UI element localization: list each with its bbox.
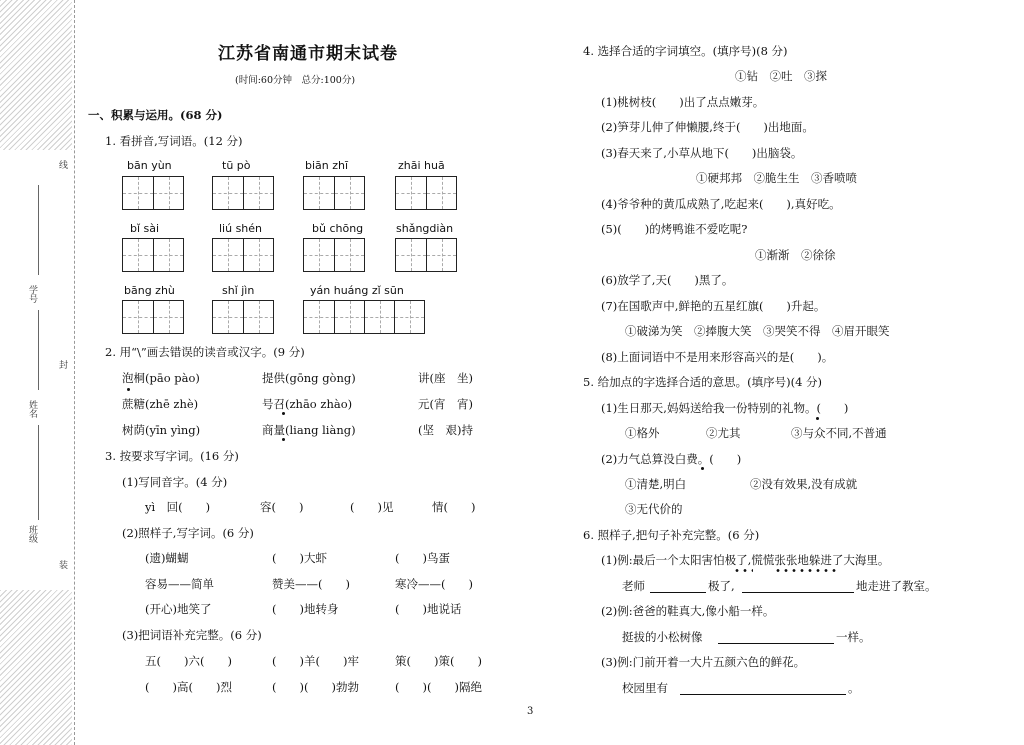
writing-grid[interactable] bbox=[212, 176, 274, 210]
pinyin-label: shǐ jìn bbox=[222, 284, 255, 297]
emphasis-dot bbox=[127, 388, 130, 391]
q3-example: (开心)地笑了 bbox=[145, 602, 212, 616]
q2-item[interactable]: 商量(liang liàng) bbox=[262, 423, 356, 437]
q3-part2: (2)照样子,写字词。(6 分) bbox=[122, 526, 254, 540]
q3-blank-item[interactable]: 情( ) bbox=[432, 500, 476, 514]
q4-options: ①渐渐 ②徐徐 bbox=[755, 248, 836, 262]
q3-blank-item[interactable]: ( )地转身 bbox=[272, 602, 339, 616]
q4-item[interactable]: (2)笋芽儿伸了伸懒腰,终于( )出地面。 bbox=[601, 120, 814, 134]
q4-heading: 4. 选择合适的字词填空。(填序号)(8 分) bbox=[583, 44, 788, 58]
writing-grid[interactable] bbox=[303, 238, 365, 272]
q3-blank-item[interactable]: ( )大虾 bbox=[272, 551, 327, 565]
q2-item[interactable]: 树荫(yīn yìng) bbox=[122, 423, 201, 437]
q5-option: ③与众不同,不普通 bbox=[791, 426, 887, 440]
q2-item[interactable]: 元(宵 宵) bbox=[418, 397, 473, 411]
cut-line bbox=[74, 0, 75, 745]
q5-option: ③无代价的 bbox=[625, 502, 683, 516]
pinyin-label: liú shén bbox=[219, 222, 263, 235]
field-student-id: 学号 bbox=[27, 285, 37, 303]
hatch-top bbox=[0, 0, 72, 150]
q3-blank-item[interactable]: 五( )六( ) bbox=[145, 654, 232, 668]
q5-option: ①清楚,明白 bbox=[625, 477, 687, 491]
emphasis-dot bbox=[816, 417, 819, 420]
q2-item[interactable]: 泡桐(pāo pào) bbox=[122, 371, 200, 385]
q3-part1: (1)写同音字。(4 分) bbox=[122, 475, 228, 489]
seal-bind-mark: 装 bbox=[57, 560, 67, 569]
q4-options: ①破涕为笑 ②捧腹大笑 ③哭笑不得 ④眉开眼笑 bbox=[625, 324, 890, 338]
q4-item[interactable]: (4)爷爷种的黄瓜成熟了,吃起来( ),真好吃。 bbox=[601, 197, 841, 211]
q6-example: (1)例:最后一个太阳害怕极了,慌慌张张地躲进了大海里。 bbox=[601, 553, 890, 567]
writing-grid[interactable] bbox=[212, 238, 274, 272]
q3-blank-item[interactable]: ( )见 bbox=[350, 500, 394, 514]
emphasis-dot bbox=[701, 467, 704, 470]
answer-blank[interactable] bbox=[718, 643, 834, 644]
q4-item[interactable]: (6)放学了,天( )黑了。 bbox=[601, 273, 734, 287]
hatch-bottom bbox=[0, 590, 72, 745]
emphasis-dots bbox=[733, 569, 753, 572]
q6-example: (2)例:爸爸的鞋真大,像小船一样。 bbox=[601, 604, 775, 618]
q2-item[interactable]: (坚 艰)持 bbox=[418, 423, 473, 437]
pinyin-label: biān zhī bbox=[305, 159, 349, 172]
q4-options: ①钻 ②吐 ③探 bbox=[735, 69, 827, 83]
q6-fill-text: 挺拔的小松树像 bbox=[622, 630, 703, 644]
q6-fill-text: 。 bbox=[848, 681, 860, 695]
q4-item[interactable]: (5)( )的烤鸭谁不爱吃呢? bbox=[601, 222, 748, 236]
q6-example: (3)例:门前开着一大片五颜六色的鲜花。 bbox=[601, 655, 806, 669]
q4-item[interactable]: (1)桃树枝( )出了点点嫩芽。 bbox=[601, 95, 765, 109]
page-subtitle: (时间:60分钟 总分:100分) bbox=[235, 75, 356, 86]
writing-grid[interactable] bbox=[395, 238, 457, 272]
q2-item[interactable]: 蔗糖(zhē zhè) bbox=[122, 397, 199, 411]
pinyin-label: bǐ sài bbox=[130, 222, 160, 235]
q1-heading: 1. 看拼音,写词语。(12 分) bbox=[105, 134, 243, 148]
q3-blank-item[interactable]: ( )( )隔绝 bbox=[395, 680, 482, 694]
writing-grid[interactable] bbox=[395, 176, 457, 210]
pinyin-label: yán huáng zǐ sūn bbox=[310, 284, 404, 297]
q5-item[interactable]: (2)力气总算没白费。( ) bbox=[601, 452, 742, 466]
q3-blank-item[interactable]: ( )( )勃勃 bbox=[272, 680, 359, 694]
writing-grid[interactable] bbox=[122, 238, 184, 272]
answer-blank[interactable] bbox=[680, 694, 846, 695]
pinyin-label: tū pò bbox=[222, 159, 251, 172]
field-name: 姓名 bbox=[27, 400, 37, 418]
pinyin-label: bān yùn bbox=[127, 159, 172, 172]
q5-option: ②尤其 bbox=[706, 426, 741, 440]
writing-grid[interactable] bbox=[303, 176, 365, 210]
answer-blank[interactable] bbox=[650, 592, 706, 593]
q3-blank-item[interactable]: 策( )策( ) bbox=[395, 654, 482, 668]
q4-options: ①硬邦邦 ②脆生生 ③香喷喷 bbox=[696, 171, 857, 185]
binding-margin bbox=[0, 0, 72, 745]
seal-seal-mark: 封 bbox=[57, 360, 67, 369]
page-number: 3 bbox=[527, 706, 534, 717]
emphasis-dot bbox=[282, 412, 285, 415]
section-heading: 一、积累与运用。(68 分) bbox=[88, 108, 223, 122]
q3-blank-item[interactable]: 容( ) bbox=[260, 500, 304, 514]
q2-item[interactable]: 提供(gōng gòng) bbox=[262, 371, 356, 385]
field-line-class[interactable] bbox=[38, 425, 39, 520]
q2-item[interactable]: 号召(zhāo zhào) bbox=[262, 397, 353, 411]
q5-option: ①格外 bbox=[625, 426, 660, 440]
q2-item[interactable]: 讲(座 坐) bbox=[418, 371, 473, 385]
writing-grid[interactable] bbox=[212, 300, 274, 334]
writing-grid[interactable] bbox=[303, 300, 425, 334]
emphasis-dots bbox=[774, 569, 840, 572]
q6-fill-text: 校园里有 bbox=[622, 681, 668, 695]
q3-part3: (3)把词语补充完整。(6 分) bbox=[122, 628, 262, 642]
q5-item[interactable]: (1)生日那天,妈妈送给我一份特别的礼物。( ) bbox=[601, 401, 849, 415]
page-title: 江苏省南通市期末试卷 bbox=[218, 44, 398, 64]
q3-blank-item[interactable]: ( )鸟蛋 bbox=[395, 551, 450, 565]
q4-item[interactable]: (7)在国歌声中,鲜艳的五星红旗( )升起。 bbox=[601, 299, 826, 313]
field-class: 班级 bbox=[27, 525, 37, 543]
seal-line-mark: 线 bbox=[57, 160, 67, 169]
emphasis-dot bbox=[282, 438, 285, 441]
pinyin-label: bāng zhù bbox=[124, 284, 175, 297]
q3-example: (遗)蝴蝴 bbox=[145, 551, 189, 565]
q6-fill-text: 地走进了教室。 bbox=[856, 579, 937, 593]
q3-heading: 3. 按要求写字词。(16 分) bbox=[105, 449, 239, 463]
pinyin-label: zhāi huā bbox=[398, 159, 445, 172]
q6-fill-text: 极了, bbox=[708, 579, 735, 593]
field-line-name[interactable] bbox=[38, 310, 39, 390]
q2-heading: 2. 用“\”画去错误的读音或汉字。(9 分) bbox=[105, 345, 305, 359]
q3-blank-item[interactable]: ( )地说话 bbox=[395, 602, 462, 616]
q5-heading: 5. 给加点的字选择合适的意思。(填序号)(4 分) bbox=[583, 375, 823, 389]
writing-grid[interactable] bbox=[122, 300, 184, 334]
q4-item[interactable]: (3)春天来了,小草从地下( )出脑袋。 bbox=[601, 146, 803, 160]
q3-blank-item[interactable]: 赞美——( ) bbox=[272, 577, 350, 591]
q3-blank-item[interactable]: 寒冷——( ) bbox=[395, 577, 473, 591]
pinyin-label: shǎngdiàn bbox=[396, 222, 454, 235]
q6-fill-text: 一样。 bbox=[836, 630, 871, 644]
pinyin-label: bǔ chōng bbox=[312, 222, 364, 235]
q3-blank-item[interactable]: yì 回( ) bbox=[145, 500, 211, 514]
q6-heading: 6. 照样子,把句子补充完整。(6 分) bbox=[583, 528, 760, 542]
q4-item[interactable]: (8)上面词语中不是用来形容高兴的是( )。 bbox=[601, 350, 834, 364]
q6-fill-text: 老师 bbox=[622, 579, 645, 593]
q3-example: 容易——简单 bbox=[145, 577, 214, 591]
q3-blank-item[interactable]: ( )高( )烈 bbox=[145, 680, 232, 694]
q3-blank-item[interactable]: ( )羊( )牢 bbox=[272, 654, 359, 668]
writing-grid[interactable] bbox=[122, 176, 184, 210]
field-line-id[interactable] bbox=[38, 185, 39, 275]
q5-option: ②没有效果,没有成就 bbox=[750, 477, 858, 491]
answer-blank[interactable] bbox=[742, 592, 854, 593]
